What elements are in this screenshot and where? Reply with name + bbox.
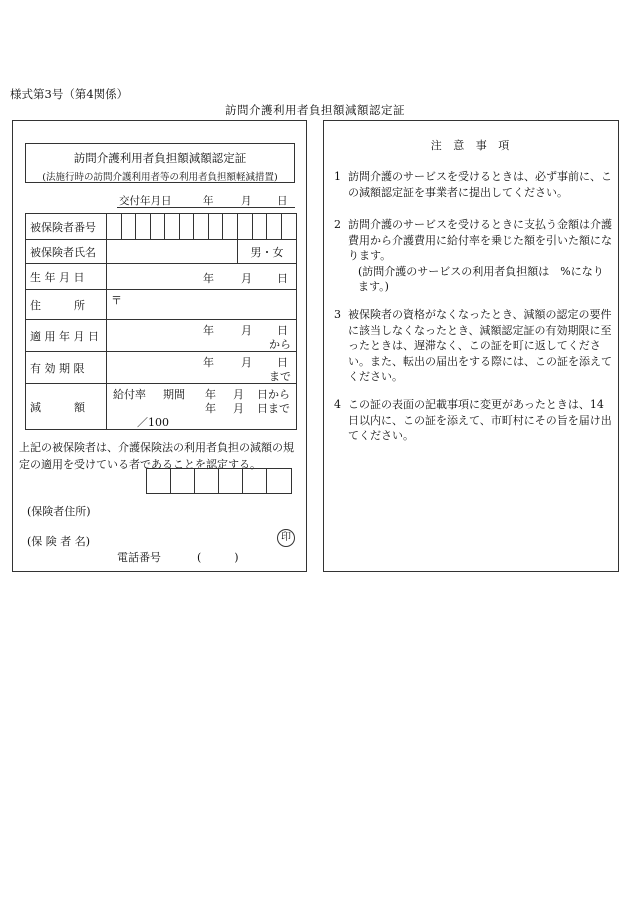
birth-date-label: 生 年 月 日 xyxy=(26,264,107,290)
digit-box xyxy=(136,214,151,240)
notes-title: 注 意 事 項 xyxy=(430,139,514,152)
insurer-address-label: (保険者住所) xyxy=(27,505,91,518)
issue-month: 月 xyxy=(241,195,252,207)
digit-box xyxy=(223,214,238,240)
certificate-front xyxy=(12,120,307,572)
issue-day: 日 xyxy=(277,195,288,207)
period-label: 期間 xyxy=(162,388,185,401)
note-number: 2 xyxy=(334,218,341,231)
certificate-subtitle: (法施行時の訪問介護利用者等の利用者負担額軽減措置) xyxy=(42,172,278,183)
period-to-day: 日まで xyxy=(256,402,290,415)
insurer-number-boxes xyxy=(146,468,292,494)
digit-box xyxy=(171,469,195,493)
note-subtext: (訪問介護のサービスの利用者負担額は %になります。) xyxy=(358,264,604,293)
postal-mark: 〒 xyxy=(110,294,122,307)
reduction-label: 減 額 xyxy=(26,384,107,430)
digit-box xyxy=(267,214,282,240)
note-text: この証の表面の記載事項に変更があったときは、14日以内に、この証を添えて、市町村にその旨を届け出てください。 xyxy=(348,398,612,442)
period-to-month: 月 xyxy=(232,402,244,415)
note-number: 4 xyxy=(334,398,341,411)
insured-name-label: 被保険者氏名 xyxy=(26,240,107,264)
digit-box xyxy=(208,214,223,240)
period-from-day: 日から xyxy=(256,388,290,401)
digit-box xyxy=(150,214,165,240)
note-number: 3 xyxy=(334,308,341,321)
digit-box xyxy=(252,214,267,240)
issue-date xyxy=(117,193,295,208)
insured-number-label: 被保険者番号 xyxy=(26,214,107,240)
row-reduction xyxy=(26,384,297,430)
address-value xyxy=(106,290,296,320)
address-label: 住 所 xyxy=(26,290,107,320)
valid-until-value xyxy=(106,352,296,384)
digit-box xyxy=(165,214,180,240)
valid-until-suffix: まで xyxy=(268,370,291,383)
period-from-month: 月 xyxy=(232,388,244,401)
phone-value: ( ) xyxy=(197,551,239,564)
note-item xyxy=(334,169,614,200)
issue-year: 年 xyxy=(203,195,214,207)
note-number: 1 xyxy=(334,170,341,183)
apply-year: 年 xyxy=(202,324,214,337)
note-text: 訪問介護のサービスを受けるときは、必ず事前に、この減額認定証を事業者に提出してください。 xyxy=(348,170,612,199)
certificate-notes xyxy=(323,120,619,572)
digit-box xyxy=(147,469,171,493)
seal-mark: 印 xyxy=(277,529,295,547)
birth-month: 月 xyxy=(240,272,252,285)
issue-date-label: 交付年月日 xyxy=(119,195,172,207)
period-to-year: 年 xyxy=(204,402,216,415)
digit-box xyxy=(267,469,291,493)
row-address xyxy=(26,290,297,320)
birth-day: 日 xyxy=(276,272,288,285)
certificate-title: 訪問介護利用者負担額減額認定証 xyxy=(73,151,247,165)
birth-year: 年 xyxy=(202,272,214,285)
digit-box xyxy=(194,214,209,240)
row-insured-name xyxy=(26,240,297,264)
digit-box xyxy=(243,469,267,493)
apply-month: 月 xyxy=(240,324,252,337)
insurer-name-label: (保 険 者 名) xyxy=(27,535,91,548)
birth-date-value xyxy=(106,264,296,290)
digit-box xyxy=(106,214,121,240)
benefit-rate-label: 給付率 xyxy=(112,388,146,401)
valid-year: 年 xyxy=(202,356,214,369)
digit-box xyxy=(219,469,243,493)
note-text: 被保険者の資格がなくなったとき、減額の認定の要件に該当しなくなったとき、減額認定証の有効期限に至ったときは、遅滞なく、この証を町に返してください。また、転出の届出をする際には、この証を添えてください。 xyxy=(348,308,612,383)
row-birth-date xyxy=(26,264,297,290)
reduction-value xyxy=(106,384,296,430)
valid-until-label: 有 効 期 限 xyxy=(26,352,107,384)
note-item xyxy=(334,307,614,385)
valid-day: 日 xyxy=(276,356,288,369)
certificate-title-box xyxy=(25,143,295,183)
digit-box xyxy=(195,469,219,493)
rate-denominator: ／100 xyxy=(136,416,169,429)
row-apply-date xyxy=(26,320,297,352)
row-valid-until xyxy=(26,352,297,384)
digit-box xyxy=(179,214,194,240)
period-from-year: 年 xyxy=(204,388,216,401)
phone-label: 電話番号 xyxy=(117,551,161,564)
apply-date-label: 適 用 年 月 日 xyxy=(26,320,107,352)
gender-field: 男・女 xyxy=(238,240,297,264)
insured-name-value xyxy=(106,240,237,264)
document-title: 訪問介護利用者負担額減額認定証 xyxy=(225,103,405,117)
certification-statement: 上記の被保険者は、介護保険法の利用者負担の減額の規定の適用を受けている者であることを認定する。 xyxy=(19,441,294,471)
note-item xyxy=(334,397,614,444)
form-number: 様式第3号（第4関係） xyxy=(10,87,129,101)
digit-box xyxy=(121,214,136,240)
apply-date-value xyxy=(106,320,296,352)
apply-day: 日 xyxy=(276,324,288,337)
digit-box xyxy=(238,214,253,240)
note-item xyxy=(334,217,614,295)
certificate-table xyxy=(25,213,297,430)
row-insured-number xyxy=(26,214,297,240)
note-text: 訪問介護のサービスを受けるときに支払う金額は介護費用から介護費用に給付率を乗じた額を引いた額になります。 xyxy=(348,218,612,262)
digit-box xyxy=(282,214,297,240)
valid-month: 月 xyxy=(240,356,252,369)
apply-from: から xyxy=(268,338,291,351)
